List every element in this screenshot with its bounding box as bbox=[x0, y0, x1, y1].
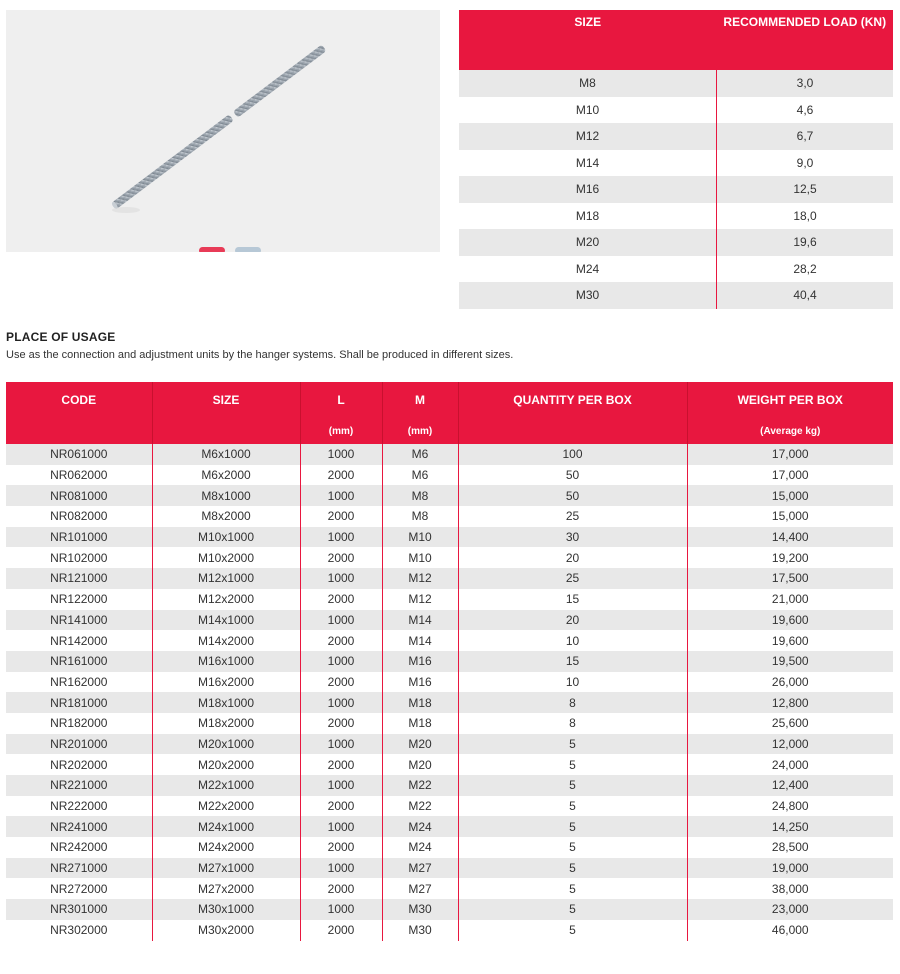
prod-cell-size: M20x1000 bbox=[152, 734, 300, 755]
table-row bbox=[459, 203, 893, 230]
prod-cell-size: M20x2000 bbox=[152, 754, 300, 775]
prod-cell-length: 1000 bbox=[300, 734, 382, 755]
prod-cell-size: M18x1000 bbox=[152, 692, 300, 713]
load-cell-value: 12,5 bbox=[717, 176, 894, 203]
prod-cell-m: M6 bbox=[382, 465, 458, 486]
table-row bbox=[6, 775, 893, 796]
prod-cell-code: NR061000 bbox=[6, 444, 152, 465]
prod-cell-quantity: 5 bbox=[458, 754, 687, 775]
prod-cell-weight: 24,000 bbox=[687, 754, 893, 775]
usage-description: Use as the connection and adjustment units by the hanger systems. Shall be produced in different sizes. bbox=[6, 349, 514, 361]
prod-cell-size: M8x2000 bbox=[152, 506, 300, 527]
load-cell-value: 9,0 bbox=[717, 150, 894, 177]
prod-header-m: M bbox=[382, 382, 458, 418]
load-header-load: RECOMMENDED LOAD (KN) bbox=[717, 10, 894, 70]
prod-cell-quantity: 8 bbox=[458, 713, 687, 734]
prod-cell-size: M16x1000 bbox=[152, 651, 300, 672]
prod-cell-m: M8 bbox=[382, 485, 458, 506]
prod-cell-length: 1000 bbox=[300, 568, 382, 589]
prod-header-size: SIZE bbox=[152, 382, 300, 418]
prod-cell-size: M12x2000 bbox=[152, 589, 300, 610]
prod-header-code: CODE bbox=[6, 382, 152, 418]
table-row bbox=[6, 547, 893, 568]
prod-cell-length: 2000 bbox=[300, 754, 382, 775]
prod-cell-quantity: 5 bbox=[458, 899, 687, 920]
load-cell-size: M16 bbox=[459, 176, 717, 203]
table-row bbox=[6, 692, 893, 713]
prod-cell-quantity: 15 bbox=[458, 589, 687, 610]
prod-cell-code: NR082000 bbox=[6, 506, 152, 527]
load-cell-size: M30 bbox=[459, 282, 717, 309]
load-table-body bbox=[459, 70, 893, 309]
prod-cell-code: NR222000 bbox=[6, 796, 152, 817]
table-row bbox=[6, 878, 893, 899]
prod-cell-length: 1000 bbox=[300, 692, 382, 713]
usage-title: PLACE OF USAGE bbox=[6, 330, 116, 344]
product-image-carousel bbox=[6, 10, 440, 252]
prod-cell-size: M22x2000 bbox=[152, 796, 300, 817]
prod-cell-weight: 19,600 bbox=[687, 630, 893, 651]
prod-cell-code: NR161000 bbox=[6, 651, 152, 672]
prod-cell-length: 1000 bbox=[300, 651, 382, 672]
load-header-size: SIZE bbox=[459, 10, 717, 70]
prod-cell-weight: 24,800 bbox=[687, 796, 893, 817]
table-row bbox=[6, 672, 893, 693]
prod-cell-length: 1000 bbox=[300, 899, 382, 920]
prod-cell-weight: 23,000 bbox=[687, 899, 893, 920]
prod-cell-m: M12 bbox=[382, 589, 458, 610]
table-row bbox=[6, 630, 893, 651]
prod-cell-weight: 38,000 bbox=[687, 878, 893, 899]
prod-cell-weight: 46,000 bbox=[687, 920, 893, 941]
prod-cell-weight: 26,000 bbox=[687, 672, 893, 693]
load-cell-value: 19,6 bbox=[717, 229, 894, 256]
prod-cell-length: 2000 bbox=[300, 837, 382, 858]
prod-cell-length: 2000 bbox=[300, 630, 382, 651]
table-row bbox=[6, 589, 893, 610]
prod-cell-quantity: 20 bbox=[458, 547, 687, 568]
prod-cell-quantity: 10 bbox=[458, 672, 687, 693]
prod-cell-size: M14x2000 bbox=[152, 630, 300, 651]
load-cell-value: 28,2 bbox=[717, 256, 894, 283]
product-table-body bbox=[6, 444, 893, 941]
prod-cell-length: 1000 bbox=[300, 858, 382, 879]
load-cell-size: M8 bbox=[459, 70, 717, 97]
prod-cell-m: M20 bbox=[382, 734, 458, 755]
prod-cell-code: NR202000 bbox=[6, 754, 152, 775]
prod-cell-code: NR242000 bbox=[6, 837, 152, 858]
prod-cell-size: M12x1000 bbox=[152, 568, 300, 589]
prod-cell-size: M10x2000 bbox=[152, 547, 300, 568]
prod-cell-size: M27x1000 bbox=[152, 858, 300, 879]
carousel-dot-2[interactable] bbox=[235, 247, 261, 252]
table-row bbox=[6, 465, 893, 486]
prod-cell-quantity: 5 bbox=[458, 837, 687, 858]
table-row bbox=[6, 713, 893, 734]
prod-cell-size: M30x1000 bbox=[152, 899, 300, 920]
prod-cell-length: 1000 bbox=[300, 775, 382, 796]
prod-cell-size: M24x2000 bbox=[152, 837, 300, 858]
prod-cell-quantity: 5 bbox=[458, 796, 687, 817]
prod-cell-m: M16 bbox=[382, 651, 458, 672]
load-cell-value: 18,0 bbox=[717, 203, 894, 230]
load-cell-value: 4,6 bbox=[717, 97, 894, 124]
table-row bbox=[6, 816, 893, 837]
table-row bbox=[6, 444, 893, 465]
prod-cell-size: M30x2000 bbox=[152, 920, 300, 941]
table-row bbox=[6, 568, 893, 589]
prod-cell-length: 1000 bbox=[300, 816, 382, 837]
prod-cell-m: M18 bbox=[382, 692, 458, 713]
prod-cell-length: 2000 bbox=[300, 796, 382, 817]
prod-cell-code: NR122000 bbox=[6, 589, 152, 610]
prod-cell-size: M22x1000 bbox=[152, 775, 300, 796]
prod-subheader-size bbox=[152, 418, 300, 444]
table-row bbox=[6, 858, 893, 879]
load-cell-size: M20 bbox=[459, 229, 717, 256]
prod-cell-weight: 17,000 bbox=[687, 465, 893, 486]
table-row bbox=[6, 754, 893, 775]
prod-cell-weight: 14,400 bbox=[687, 527, 893, 548]
table-row bbox=[6, 899, 893, 920]
table-row bbox=[6, 485, 893, 506]
prod-cell-length: 1000 bbox=[300, 527, 382, 548]
load-cell-size: M14 bbox=[459, 150, 717, 177]
prod-cell-code: NR302000 bbox=[6, 920, 152, 941]
load-cell-value: 40,4 bbox=[717, 282, 894, 309]
load-cell-value: 6,7 bbox=[717, 123, 894, 150]
prod-cell-m: M24 bbox=[382, 837, 458, 858]
prod-cell-weight: 19,000 bbox=[687, 858, 893, 879]
prod-cell-m: M24 bbox=[382, 816, 458, 837]
prod-cell-m: M27 bbox=[382, 858, 458, 879]
prod-cell-length: 2000 bbox=[300, 920, 382, 941]
prod-cell-quantity: 5 bbox=[458, 775, 687, 796]
table-row bbox=[459, 70, 893, 97]
prod-cell-m: M20 bbox=[382, 754, 458, 775]
prod-cell-quantity: 100 bbox=[458, 444, 687, 465]
prod-cell-code: NR101000 bbox=[6, 527, 152, 548]
prod-cell-size: M10x1000 bbox=[152, 527, 300, 548]
load-cell-size: M24 bbox=[459, 256, 717, 283]
prod-cell-m: M14 bbox=[382, 610, 458, 631]
table-row bbox=[459, 123, 893, 150]
prod-cell-m: M16 bbox=[382, 672, 458, 693]
prod-cell-quantity: 50 bbox=[458, 465, 687, 486]
prod-cell-code: NR121000 bbox=[6, 568, 152, 589]
prod-cell-m: M12 bbox=[382, 568, 458, 589]
prod-cell-m: M10 bbox=[382, 527, 458, 548]
table-row bbox=[6, 610, 893, 631]
prod-cell-size: M27x2000 bbox=[152, 878, 300, 899]
prod-cell-length: 1000 bbox=[300, 485, 382, 506]
prod-cell-quantity: 5 bbox=[458, 816, 687, 837]
prod-cell-code: NR182000 bbox=[6, 713, 152, 734]
prod-cell-m: M10 bbox=[382, 547, 458, 568]
prod-cell-weight: 19,600 bbox=[687, 610, 893, 631]
prod-cell-weight: 25,600 bbox=[687, 713, 893, 734]
carousel-dot-1[interactable] bbox=[199, 247, 225, 252]
table-row bbox=[459, 150, 893, 177]
table-row bbox=[6, 920, 893, 941]
prod-cell-code: NR241000 bbox=[6, 816, 152, 837]
prod-subheader-weight-unit: (Average kg) bbox=[687, 418, 893, 444]
prod-cell-code: NR301000 bbox=[6, 899, 152, 920]
prod-cell-quantity: 5 bbox=[458, 734, 687, 755]
prod-cell-size: M14x1000 bbox=[152, 610, 300, 631]
load-cell-size: M10 bbox=[459, 97, 717, 124]
prod-cell-quantity: 8 bbox=[458, 692, 687, 713]
table-row bbox=[459, 256, 893, 283]
prod-cell-m: M27 bbox=[382, 878, 458, 899]
prod-cell-m: M8 bbox=[382, 506, 458, 527]
table-row bbox=[459, 176, 893, 203]
prod-cell-quantity: 25 bbox=[458, 506, 687, 527]
table-row bbox=[6, 651, 893, 672]
prod-cell-code: NR271000 bbox=[6, 858, 152, 879]
prod-cell-m: M22 bbox=[382, 796, 458, 817]
prod-cell-m: M30 bbox=[382, 899, 458, 920]
prod-cell-m: M6 bbox=[382, 444, 458, 465]
prod-header-weight: WEIGHT PER BOX bbox=[687, 382, 893, 418]
prod-cell-weight: 14,250 bbox=[687, 816, 893, 837]
prod-cell-size: M24x1000 bbox=[152, 816, 300, 837]
prod-cell-quantity: 10 bbox=[458, 630, 687, 651]
prod-cell-code: NR221000 bbox=[6, 775, 152, 796]
prod-cell-weight: 15,000 bbox=[687, 506, 893, 527]
load-cell-size: M18 bbox=[459, 203, 717, 230]
prod-cell-weight: 21,000 bbox=[687, 589, 893, 610]
prod-cell-quantity: 50 bbox=[458, 485, 687, 506]
prod-cell-size: M8x1000 bbox=[152, 485, 300, 506]
table-row bbox=[6, 506, 893, 527]
prod-cell-code: NR102000 bbox=[6, 547, 152, 568]
prod-cell-length: 1000 bbox=[300, 610, 382, 631]
prod-cell-weight: 28,500 bbox=[687, 837, 893, 858]
table-row bbox=[6, 527, 893, 548]
table-row bbox=[459, 229, 893, 256]
prod-cell-weight: 19,500 bbox=[687, 651, 893, 672]
prod-subheader-code bbox=[6, 418, 152, 444]
prod-cell-code: NR062000 bbox=[6, 465, 152, 486]
prod-cell-quantity: 5 bbox=[458, 920, 687, 941]
prod-cell-weight: 12,800 bbox=[687, 692, 893, 713]
prod-cell-length: 2000 bbox=[300, 672, 382, 693]
table-row bbox=[459, 97, 893, 124]
prod-cell-code: NR141000 bbox=[6, 610, 152, 631]
prod-cell-size: M6x1000 bbox=[152, 444, 300, 465]
prod-cell-quantity: 20 bbox=[458, 610, 687, 631]
prod-cell-weight: 15,000 bbox=[687, 485, 893, 506]
load-cell-size: M12 bbox=[459, 123, 717, 150]
prod-cell-quantity: 30 bbox=[458, 527, 687, 548]
prod-header-l: L bbox=[300, 382, 382, 418]
prod-cell-size: M6x2000 bbox=[152, 465, 300, 486]
prod-cell-m: M22 bbox=[382, 775, 458, 796]
prod-cell-m: M30 bbox=[382, 920, 458, 941]
prod-cell-code: NR272000 bbox=[6, 878, 152, 899]
prod-cell-length: 1000 bbox=[300, 444, 382, 465]
prod-cell-weight: 12,000 bbox=[687, 734, 893, 755]
prod-cell-weight: 12,400 bbox=[687, 775, 893, 796]
load-cell-value: 3,0 bbox=[717, 70, 894, 97]
table-row bbox=[459, 282, 893, 309]
prod-subheader-l-unit: (mm) bbox=[300, 418, 382, 444]
prod-cell-size: M18x2000 bbox=[152, 713, 300, 734]
prod-cell-code: NR181000 bbox=[6, 692, 152, 713]
prod-cell-weight: 19,200 bbox=[687, 547, 893, 568]
prod-cell-code: NR162000 bbox=[6, 672, 152, 693]
prod-cell-m: M18 bbox=[382, 713, 458, 734]
table-row bbox=[6, 837, 893, 858]
recommended-load-table bbox=[459, 10, 893, 309]
prod-cell-weight: 17,000 bbox=[687, 444, 893, 465]
prod-cell-quantity: 5 bbox=[458, 878, 687, 899]
prod-cell-length: 2000 bbox=[300, 713, 382, 734]
prod-cell-weight: 17,500 bbox=[687, 568, 893, 589]
prod-cell-quantity: 5 bbox=[458, 858, 687, 879]
prod-cell-code: NR142000 bbox=[6, 630, 152, 651]
prod-cell-length: 2000 bbox=[300, 547, 382, 568]
product-table bbox=[6, 382, 893, 941]
prod-cell-quantity: 15 bbox=[458, 651, 687, 672]
prod-cell-m: M14 bbox=[382, 630, 458, 651]
prod-subheader-quantity bbox=[458, 418, 687, 444]
prod-cell-code: NR081000 bbox=[6, 485, 152, 506]
prod-cell-length: 2000 bbox=[300, 589, 382, 610]
prod-header-quantity: QUANTITY PER BOX bbox=[458, 382, 687, 418]
prod-cell-length: 2000 bbox=[300, 878, 382, 899]
table-row bbox=[6, 734, 893, 755]
prod-cell-length: 2000 bbox=[300, 465, 382, 486]
threaded-rod-image bbox=[6, 10, 440, 252]
prod-cell-length: 2000 bbox=[300, 506, 382, 527]
prod-cell-quantity: 25 bbox=[458, 568, 687, 589]
prod-cell-size: M16x2000 bbox=[152, 672, 300, 693]
table-row bbox=[6, 796, 893, 817]
prod-cell-code: NR201000 bbox=[6, 734, 152, 755]
prod-subheader-m-unit: (mm) bbox=[382, 418, 458, 444]
